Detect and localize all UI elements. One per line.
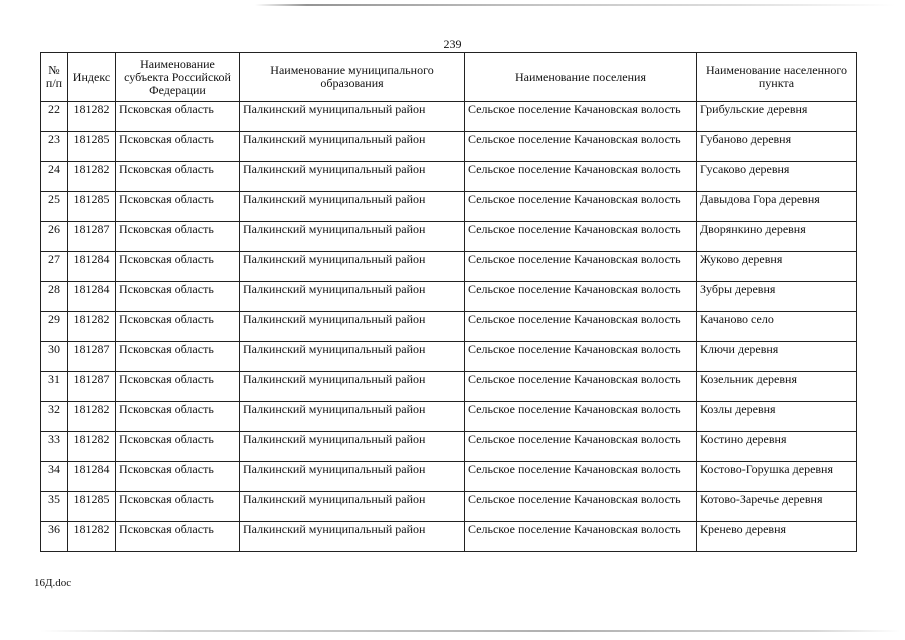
cell-num: 30	[41, 342, 68, 372]
header-subject: Наименование субъекта Российской Федерации	[116, 53, 240, 102]
cell-subject: Псковская область	[116, 192, 240, 222]
cell-locality: Козельник деревня	[697, 372, 857, 402]
table-row	[41, 342, 857, 372]
cell-municipality: Палкинский муниципальный район	[240, 312, 465, 342]
cell-subject: Псковская область	[116, 462, 240, 492]
table-row	[41, 492, 857, 522]
cell-municipality: Палкинский муниципальный район	[240, 462, 465, 492]
cell-subject: Псковская область	[116, 102, 240, 132]
cell-subject: Псковская область	[116, 132, 240, 162]
cell-index: 181285	[68, 492, 116, 522]
settlements-table	[40, 52, 857, 552]
cell-settlement: Сельское поселение Качановская волость	[465, 372, 697, 402]
cell-num: 36	[41, 522, 68, 552]
cell-subject: Псковская область	[116, 492, 240, 522]
cell-subject: Псковская область	[116, 222, 240, 252]
cell-index: 181282	[68, 432, 116, 462]
cell-num: 26	[41, 222, 68, 252]
cell-num: 28	[41, 282, 68, 312]
cell-settlement: Сельское поселение Качановская волость	[465, 162, 697, 192]
header-settlement: Наименование поселения	[465, 53, 697, 102]
cell-municipality: Палкинский муниципальный район	[240, 252, 465, 282]
cell-municipality: Палкинский муниципальный район	[240, 342, 465, 372]
table-header-row	[41, 53, 857, 102]
cell-municipality: Палкинский муниципальный район	[240, 522, 465, 552]
cell-index: 181285	[68, 132, 116, 162]
cell-locality: Ключи деревня	[697, 342, 857, 372]
cell-locality: Губаново деревня	[697, 132, 857, 162]
header-locality: Наименование населенного пункта	[697, 53, 857, 102]
cell-index: 181284	[68, 462, 116, 492]
cell-num: 22	[41, 102, 68, 132]
cell-index: 181282	[68, 102, 116, 132]
scan-edge-bottom	[40, 630, 900, 632]
table-row	[41, 282, 857, 312]
cell-num: 27	[41, 252, 68, 282]
table-row	[41, 132, 857, 162]
cell-municipality: Палкинский муниципальный район	[240, 432, 465, 462]
cell-locality: Кренево деревня	[697, 522, 857, 552]
cell-index: 181282	[68, 402, 116, 432]
cell-locality: Котово-Заречье деревня	[697, 492, 857, 522]
cell-num: 31	[41, 372, 68, 402]
table-row	[41, 372, 857, 402]
table-row	[41, 222, 857, 252]
table-row	[41, 102, 857, 132]
cell-settlement: Сельское поселение Качановская волость	[465, 282, 697, 312]
cell-municipality: Палкинский муниципальный район	[240, 492, 465, 522]
cell-index: 181284	[68, 252, 116, 282]
cell-subject: Псковская область	[116, 252, 240, 282]
cell-index: 181287	[68, 342, 116, 372]
table-body	[41, 102, 857, 552]
cell-locality: Грибульские деревня	[697, 102, 857, 132]
table-row	[41, 192, 857, 222]
cell-index: 181282	[68, 162, 116, 192]
cell-index: 181284	[68, 282, 116, 312]
cell-subject: Псковская область	[116, 432, 240, 462]
cell-municipality: Палкинский муниципальный район	[240, 222, 465, 252]
cell-num: 25	[41, 192, 68, 222]
cell-locality: Гусаково деревня	[697, 162, 857, 192]
cell-locality: Зубры деревня	[697, 282, 857, 312]
cell-settlement: Сельское поселение Качановская волость	[465, 252, 697, 282]
cell-num: 33	[41, 432, 68, 462]
cell-municipality: Палкинский муниципальный район	[240, 372, 465, 402]
cell-locality: Козлы деревня	[697, 402, 857, 432]
cell-locality: Давыдова Гора деревня	[697, 192, 857, 222]
cell-locality: Костово-Горушка деревня	[697, 462, 857, 492]
cell-locality: Жуково деревня	[697, 252, 857, 282]
cell-municipality: Палкинский муниципальный район	[240, 402, 465, 432]
cell-index: 181287	[68, 222, 116, 252]
cell-subject: Псковская область	[116, 162, 240, 192]
cell-index: 181282	[68, 312, 116, 342]
cell-num: 29	[41, 312, 68, 342]
cell-settlement: Сельское поселение Качановская волость	[465, 102, 697, 132]
table-row	[41, 252, 857, 282]
cell-subject: Псковская область	[116, 522, 240, 552]
table-row	[41, 462, 857, 492]
header-num: № п/п	[41, 53, 68, 102]
cell-settlement: Сельское поселение Качановская волость	[465, 462, 697, 492]
cell-settlement: Сельское поселение Качановская волость	[465, 312, 697, 342]
cell-settlement: Сельское поселение Качановская волость	[465, 432, 697, 462]
cell-settlement: Сельское поселение Качановская волость	[465, 132, 697, 162]
table-row	[41, 162, 857, 192]
header-municipality: Наименование муниципального образования	[240, 53, 465, 102]
cell-municipality: Палкинский муниципальный район	[240, 102, 465, 132]
scan-edge-top	[255, 4, 895, 6]
table-row	[41, 312, 857, 342]
header-index: Индекс	[68, 53, 116, 102]
table-row	[41, 522, 857, 552]
cell-municipality: Палкинский муниципальный район	[240, 132, 465, 162]
cell-settlement: Сельское поселение Качановская волость	[465, 342, 697, 372]
cell-municipality: Палкинский муниципальный район	[240, 282, 465, 312]
cell-settlement: Сельское поселение Качановская волость	[465, 222, 697, 252]
cell-subject: Псковская область	[116, 342, 240, 372]
table-row	[41, 402, 857, 432]
cell-index: 181285	[68, 192, 116, 222]
footer-filename: 16Д.doc	[34, 577, 72, 589]
cell-num: 32	[41, 402, 68, 432]
cell-settlement: Сельское поселение Качановская волость	[465, 402, 697, 432]
table-row	[41, 432, 857, 462]
cell-subject: Псковская область	[116, 372, 240, 402]
cell-num: 34	[41, 462, 68, 492]
cell-index: 181287	[68, 372, 116, 402]
cell-locality: Костино деревня	[697, 432, 857, 462]
cell-num: 35	[41, 492, 68, 522]
cell-locality: Дворянкино деревня	[697, 222, 857, 252]
cell-subject: Псковская область	[116, 282, 240, 312]
cell-index: 181282	[68, 522, 116, 552]
cell-num: 24	[41, 162, 68, 192]
page-number: 239	[443, 37, 462, 51]
cell-settlement: Сельское поселение Качановская волость	[465, 522, 697, 552]
cell-municipality: Палкинский муниципальный район	[240, 192, 465, 222]
cell-municipality: Палкинский муниципальный район	[240, 162, 465, 192]
cell-subject: Псковская область	[116, 402, 240, 432]
cell-locality: Качаново село	[697, 312, 857, 342]
cell-settlement: Сельское поселение Качановская волость	[465, 492, 697, 522]
cell-num: 23	[41, 132, 68, 162]
cell-settlement: Сельское поселение Качановская волость	[465, 192, 697, 222]
cell-subject: Псковская область	[116, 312, 240, 342]
